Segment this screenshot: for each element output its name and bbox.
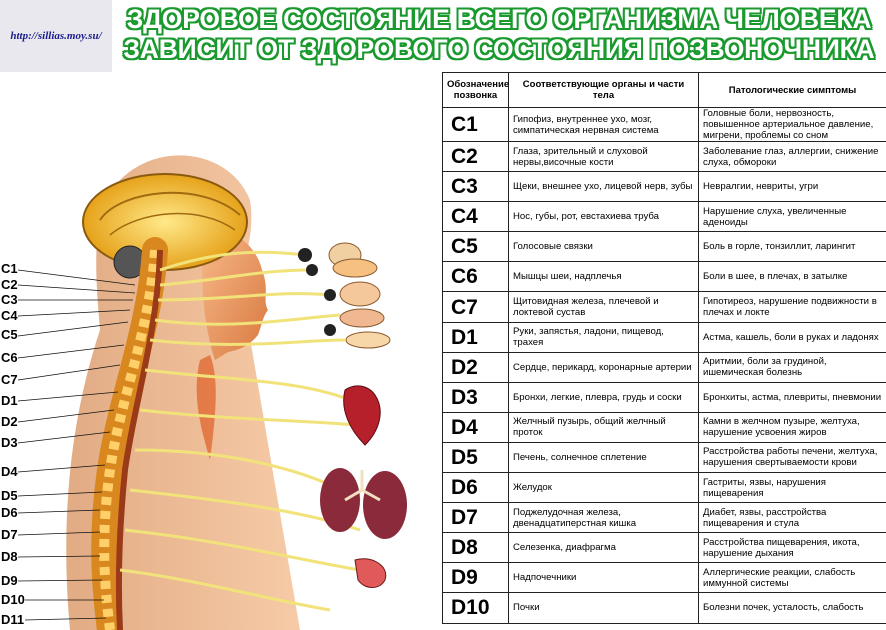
table-row [443, 382, 886, 412]
table-row [443, 202, 886, 232]
symptoms-cell: Гастриты, язвы, нарушения пищеварения [699, 473, 886, 503]
vertebra-label: D9 [1, 573, 18, 588]
page-title [112, 4, 886, 64]
vertebra-label: D1 [1, 393, 18, 408]
vertebra-code-cell: D2 [443, 352, 509, 382]
organs-cell: Щеки, внешнее ухо, лицевой нерв, зубы [509, 172, 699, 202]
title-line-2: ЗАВИСИТ ОТ ЗДОРОВОГО СОСТОЯНИЯ ПОЗВОНОЧНИКА [123, 34, 875, 64]
organs-cell: Сердце, перикард, коронарные артерии [509, 352, 699, 382]
symptoms-cell: Заболевание глаз, аллергии, снижение слуха, обмороки [699, 142, 886, 172]
vertebra-code-cell: D6 [443, 473, 509, 503]
symptoms-cell: Аритмии, боли за грудиной, ишемическая болезнь [699, 352, 886, 382]
table-row [443, 563, 886, 593]
anatomy-illustration [0, 60, 440, 630]
organs-cell: Печень, солнечное сплетение [509, 442, 699, 472]
table-row [443, 593, 886, 623]
header-organs: Соответствующие органы и части тела [509, 73, 699, 108]
organs-cell: Голосовые связки [509, 232, 699, 262]
vertebra-code-cell: C3 [443, 172, 509, 202]
organs-cell: Нос, губы, рот, евстахиева труба [509, 202, 699, 232]
vertebra-label: D2 [1, 414, 18, 429]
vertebra-code-cell: D5 [443, 442, 509, 472]
organs-cell: Селезенка, диафрагма [509, 533, 699, 563]
vertebra-table [442, 72, 886, 624]
symptoms-cell: Боль в горле, тонзиллит, ларингит [699, 232, 886, 262]
vertebra-label: C1 [1, 261, 18, 276]
symptoms-cell: Расстройства пищеварения, икота, нарушение дыхания [699, 533, 886, 563]
symptoms-cell: Диабет, язвы, расстройства пищеварения и стула [699, 503, 886, 533]
table-row [443, 292, 886, 322]
vertebra-code-cell: C4 [443, 202, 509, 232]
symptoms-cell: Головные боли, нервозность, повышенное артериальное давление, мигрени, проблемы со сном [699, 108, 886, 142]
vertebra-code-cell: D1 [443, 322, 509, 352]
vertebra-label: C5 [1, 327, 18, 342]
table-row [443, 142, 886, 172]
vertebra-label: D7 [1, 527, 18, 542]
table-row [443, 533, 886, 563]
lungs-icon [320, 468, 407, 539]
table-row [443, 442, 886, 472]
organs-cell: Поджелудочная железа, двенадцатиперстная кишка [509, 503, 699, 533]
table-header-row [443, 73, 886, 108]
vertebra-label: D10 [1, 592, 25, 607]
vertebra-label: D3 [1, 435, 18, 450]
table-row [443, 108, 886, 142]
vertebra-code-cell: C5 [443, 232, 509, 262]
vertebra-label: D8 [1, 549, 18, 564]
ganglion-dots [298, 248, 336, 336]
symptoms-cell: Камни в желчном пузыре, желтуха, нарушение усвоения жиров [699, 412, 886, 442]
organs-cell: Надпочечники [509, 563, 699, 593]
site-url[interactable]: http://sillias.moy.su/ [0, 0, 112, 72]
table-row [443, 262, 886, 292]
vertebra-code-cell: D3 [443, 382, 509, 412]
organs-cell: Почки [509, 593, 699, 623]
header-symptoms: Патологические симптомы [699, 73, 886, 108]
title-line-1: ЗДОРОВОЕ СОСТОЯНИЕ ВСЕГО ОРГАНИЗМА ЧЕЛОВЕКА [126, 4, 872, 34]
vertebra-code-cell: D4 [443, 412, 509, 442]
vertebra-code-cell: C1 [443, 108, 509, 142]
symptoms-cell: Гипотиреоз, нарушение подвижности в плечах и локте [699, 292, 886, 322]
vertebra-label: C7 [1, 372, 18, 387]
vertebra-code-cell: D8 [443, 533, 509, 563]
organs-cell: Мышцы шеи, надплечья [509, 262, 699, 292]
organs-cell: Глаза, зрительный и слуховой нервы,височные кости [509, 142, 699, 172]
symptoms-cell: Невралгии, невриты, угри [699, 172, 886, 202]
vertebra-label: C3 [1, 292, 18, 307]
organs-cell: Желудок [509, 473, 699, 503]
table-row [443, 473, 886, 503]
vertebra-code-cell: C7 [443, 292, 509, 322]
vertebra-label: D4 [1, 464, 18, 479]
table-row [443, 503, 886, 533]
symptoms-cell: Нарушение слуха, увеличенные аденоиды [699, 202, 886, 232]
head-organs [329, 243, 390, 348]
vertebra-code-cell: D9 [443, 563, 509, 593]
vertebra-label: C4 [1, 308, 18, 323]
vertebra-label: C6 [1, 350, 18, 365]
symptoms-cell: Расстройства работы печени, желтуха, нарушения свертываемости крови [699, 442, 886, 472]
symptoms-cell: Бронхиты, астма, плевриты, пневмонии [699, 382, 886, 412]
symptoms-cell: Болезни почек, усталость, слабость [699, 593, 886, 623]
organs-cell: Бронхи, легкие, плевра, грудь и соски [509, 382, 699, 412]
table-row [443, 172, 886, 202]
vertebra-code-cell: D7 [443, 503, 509, 533]
symptoms-cell: Боли в шее, в плечах, в затылке [699, 262, 886, 292]
table-row [443, 322, 886, 352]
organs-cell: Желчный пузырь, общий желчный проток [509, 412, 699, 442]
vertebra-label: D6 [1, 505, 18, 520]
vertebra-label: D5 [1, 488, 18, 503]
table-row [443, 412, 886, 442]
organs-cell: Гипофиз, внутреннее ухо, мозг, симпатическая нервная система [509, 108, 699, 142]
stomach-icon [355, 559, 386, 588]
symptoms-cell: Аллергические реакции, слабость иммунной системы [699, 563, 886, 593]
table-body [443, 108, 886, 624]
organs-cell: Щитовидная железа, плечевой и локтевой сустав [509, 292, 699, 322]
vertebra-label: D11 [1, 612, 25, 627]
table-row [443, 352, 886, 382]
vertebra-code-cell: C6 [443, 262, 509, 292]
header-vertebra: Обозначение позвонка [443, 73, 509, 108]
table-row [443, 232, 886, 262]
vertebra-code-cell: D10 [443, 593, 509, 623]
organs-cell: Руки, запястья, ладони, пищевод, трахея [509, 322, 699, 352]
heart-icon [344, 386, 381, 445]
vertebra-label: C2 [1, 277, 18, 292]
symptoms-cell: Астма, кашель, боли в руках и ладонях [699, 322, 886, 352]
vertebra-code-cell: C2 [443, 142, 509, 172]
